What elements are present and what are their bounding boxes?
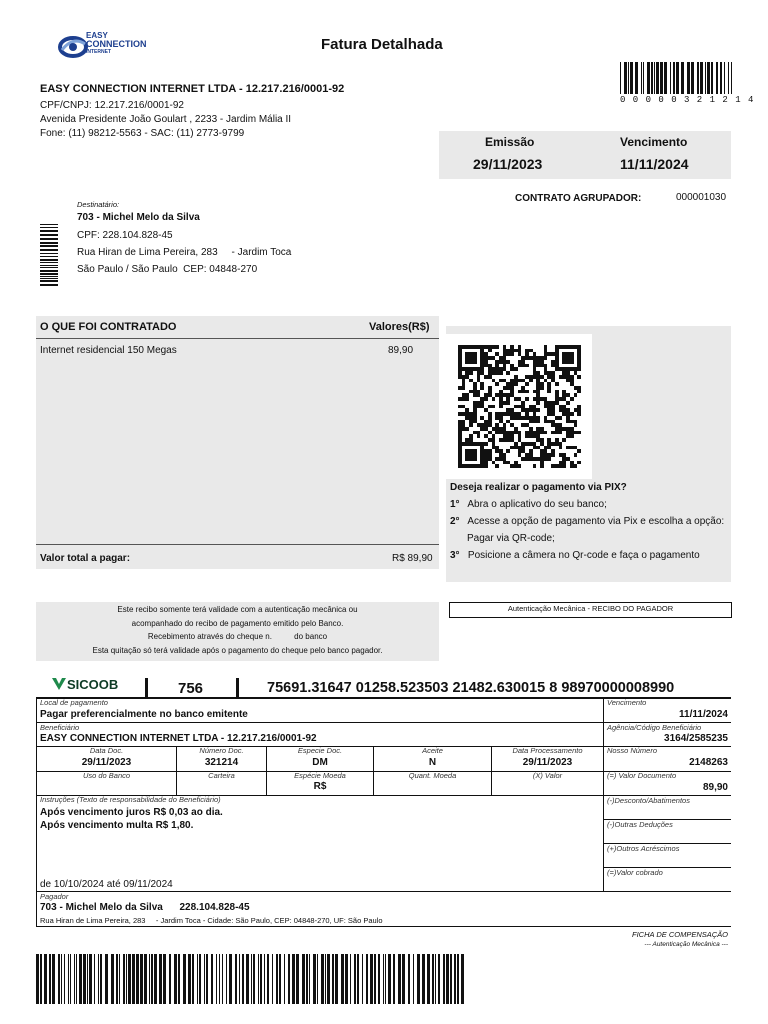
boleto-barcode [36, 954, 466, 1004]
benef-label: Beneficiário [40, 723, 80, 732]
pix-step-2-cont [467, 533, 555, 544]
boleto-row-line [36, 891, 731, 892]
data-proc-value: 29/11/2023 [522, 757, 573, 768]
bank-code: 756 [178, 680, 204, 697]
vencimento-label: Vencimento [620, 135, 688, 149]
pagador-name: 703 - Michel Melo da Silva 228.104.828-45 [40, 902, 250, 913]
pix-step-num: 3° [450, 550, 460, 561]
page-title: Fatura Detalhada [321, 36, 443, 53]
recipient-street: Rua Hiran de Lima Pereira, 283 - Jardim Toca [77, 247, 292, 258]
auth-label: Autenticação Mecânica - RECIBO DO PAGADOR [507, 604, 674, 613]
recipient-barcode [40, 224, 58, 288]
desconto-label: (-)Desconto/Abatimentos [607, 796, 690, 805]
pix-step-1 [450, 499, 607, 510]
contract-value: 000001030 [676, 192, 727, 203]
receipt-line-2: acompanhado do recibo de pagamento emitido pelo Banco. [131, 618, 344, 628]
sicoob-chevron-icon [52, 676, 66, 692]
ficha-compensacao-label: FICHA DE COMPENSAÇÃO [632, 930, 728, 939]
receipt-notice [36, 602, 439, 661]
quant-moeda-label: Quant. Moeda [408, 771, 457, 780]
nosso-num-value: 2148263 [689, 757, 728, 768]
pix-step-text: Acesse a opção de pagamento via Pix e escolha a opção: [467, 516, 725, 527]
pix-step-3 [450, 550, 700, 561]
instr-label: Instruções (Texto de responsabilidade do Beneficiário) [40, 795, 221, 804]
especie-moeda-label: Espécie Moeda [294, 771, 346, 780]
pix-step-2 [450, 516, 724, 527]
company-address: Avenida Presidente João Goulart , 2233 - Jardim Mália II [40, 114, 292, 125]
data-doc-label: Data Doc. [89, 746, 124, 755]
sicoob-logo [52, 675, 118, 693]
logo-text-connection: CONNECTION [86, 39, 147, 49]
company-phone: Fone: (11) 98212-5563 - SAC: (11) 2773-9799 [40, 128, 245, 139]
uso-banco-label: Uso do Banco [82, 771, 131, 780]
pix-step-text: Abra o aplicativo do seu banco; [467, 499, 607, 510]
instr-period: de 10/10/2024 até 09/11/2024 [40, 879, 173, 890]
nosso-num-label: Nosso Número [607, 746, 658, 755]
pix-question: Deseja realizar o pagamento via PIX? [450, 482, 627, 493]
company-cnpj: CPF/CNPJ: 12.217.216/0001-92 [40, 100, 184, 111]
contracted-header-divider [36, 338, 439, 339]
logo-text-internet: INTERNET [86, 49, 111, 55]
logo-text-easy: EASY [86, 31, 108, 40]
boleto-left-line [36, 697, 37, 926]
valor-doc-label: (=) Valor Documento [607, 771, 677, 780]
total-label: Valor total a pagar: [40, 553, 131, 564]
aceite-label: Aceite [422, 746, 443, 755]
especie-moeda-value: R$ [313, 781, 327, 792]
local-value: Pagar preferencialmente no banco emitente [40, 709, 248, 720]
boleto-right-col-line [603, 697, 604, 891]
logo-swirl-icon [58, 30, 88, 64]
benef-value: EASY CONNECTION INTERNET LTDA - 12.217.216/0001-92 [40, 733, 317, 744]
boleto-bottom-line [36, 926, 731, 927]
auth-mecanica-label: --- Autenticação Mecânica --- [644, 941, 728, 948]
especie-doc-label: Especie Doc. [297, 746, 343, 755]
total-value: R$ 89,90 [392, 553, 433, 564]
bank-divider-2 [236, 678, 239, 698]
vencimento-value: 11/11/2024 [620, 156, 689, 172]
receipt-line-4: Esta quitação só terá validade após o pagamento do cheque pelo banco pagador. [92, 645, 383, 655]
pix-step-num: 2° [450, 516, 460, 527]
barcode-bar [731, 62, 732, 94]
recipient-label: Destinatário: [77, 200, 120, 209]
emissao-label: Emissão [485, 135, 535, 149]
invoice-barcode [620, 62, 732, 94]
local-label: Local de pagamento [40, 698, 108, 707]
company-logo [58, 30, 168, 64]
aceite-value: N [428, 757, 437, 768]
x-valor-label: (X) Valor [532, 771, 563, 780]
venc-label: Vencimento [607, 698, 647, 707]
outros-acrescimos-label: (+)Outros Acréscimos [607, 844, 680, 853]
pix-step-num: 1° [450, 499, 460, 510]
recipient-city: São Paulo / São Paulo CEP: 04848-270 [77, 264, 258, 275]
pagador-address: Rua Hiran de Lima Pereira, 283 - Jardim Toca - Cidade: São Paulo, CEP: 04848-270, UF: São Paulo [40, 916, 383, 925]
barcode-gap [40, 286, 58, 288]
pix-step-text: Posicione a câmera no Qr-code e faça o pagamento [467, 550, 700, 561]
receipt-line-3: Recebimento através do cheque n. do banco [147, 632, 328, 641]
recipient-cpf: CPF: 228.104.828-45 [77, 230, 173, 241]
digitable-line: 75691.31647 01258.523503 21482.630015 8 98970000008990 [267, 680, 675, 696]
invoice-barcode-number: 0 0 0 0 0 3 2 1 2 1 4 [620, 95, 755, 105]
num-doc-value: 321214 [204, 757, 239, 768]
bank-name: SICOOB [67, 676, 119, 692]
contracted-total-divider [36, 544, 439, 545]
barcode-gap [464, 954, 466, 1004]
pix-qr-code [458, 345, 581, 468]
num-doc-label: Número Doc. [199, 746, 244, 755]
outras-deducoes-label: (-)Outras Deduções [607, 820, 673, 829]
instr-line-1: Após vencimento juros R$ 0,03 ao dia. [40, 807, 223, 818]
pagador-label: Pagador [40, 892, 69, 901]
contracted-header-label: O QUE FOI CONTRATADO [40, 321, 177, 333]
data-proc-label: Data Processamento [512, 746, 583, 755]
recipient-name: 703 - Michel Melo da Silva [77, 212, 200, 223]
emissao-value: 29/11/2023 [473, 156, 543, 172]
venc-value: 11/11/2024 [679, 709, 728, 720]
especie-doc-value: DM [312, 757, 328, 768]
contracted-item-desc: Internet residencial 150 Megas [40, 345, 177, 356]
pix-panel [446, 326, 731, 582]
contract-label: CONTRATO AGRUPADOR: [515, 193, 642, 204]
data-doc-value: 29/11/2023 [81, 757, 132, 768]
auth-box [449, 602, 732, 618]
qr-module [577, 464, 581, 468]
agencia-value: 3164/2585235 [664, 733, 728, 744]
contracted-header-values: Valores(R$) [369, 321, 430, 333]
instr-line-2: Após vencimento multa R$ 1,80. [40, 820, 194, 831]
carteira-label: Carteira [208, 771, 235, 780]
pix-step-text: Pagar via QR-code; [467, 533, 555, 544]
receipt-line-1: Este recibo somente terá validade com a autenticação mecânica ou [117, 605, 358, 614]
bank-divider-1 [145, 678, 148, 698]
agencia-label: Agência/Código Beneficiário [607, 723, 702, 732]
valor-cobrado-label: (=)Valor cobrado [607, 868, 663, 877]
contracted-panel [36, 316, 439, 569]
contracted-item-value: 89,90 [388, 345, 414, 356]
valor-doc-value: 89,90 [702, 782, 728, 793]
dates-panel [439, 131, 731, 179]
company-name: EASY CONNECTION INTERNET LTDA - 12.217.216/0001-92 [40, 83, 345, 95]
pix-instructions-area [446, 479, 731, 582]
